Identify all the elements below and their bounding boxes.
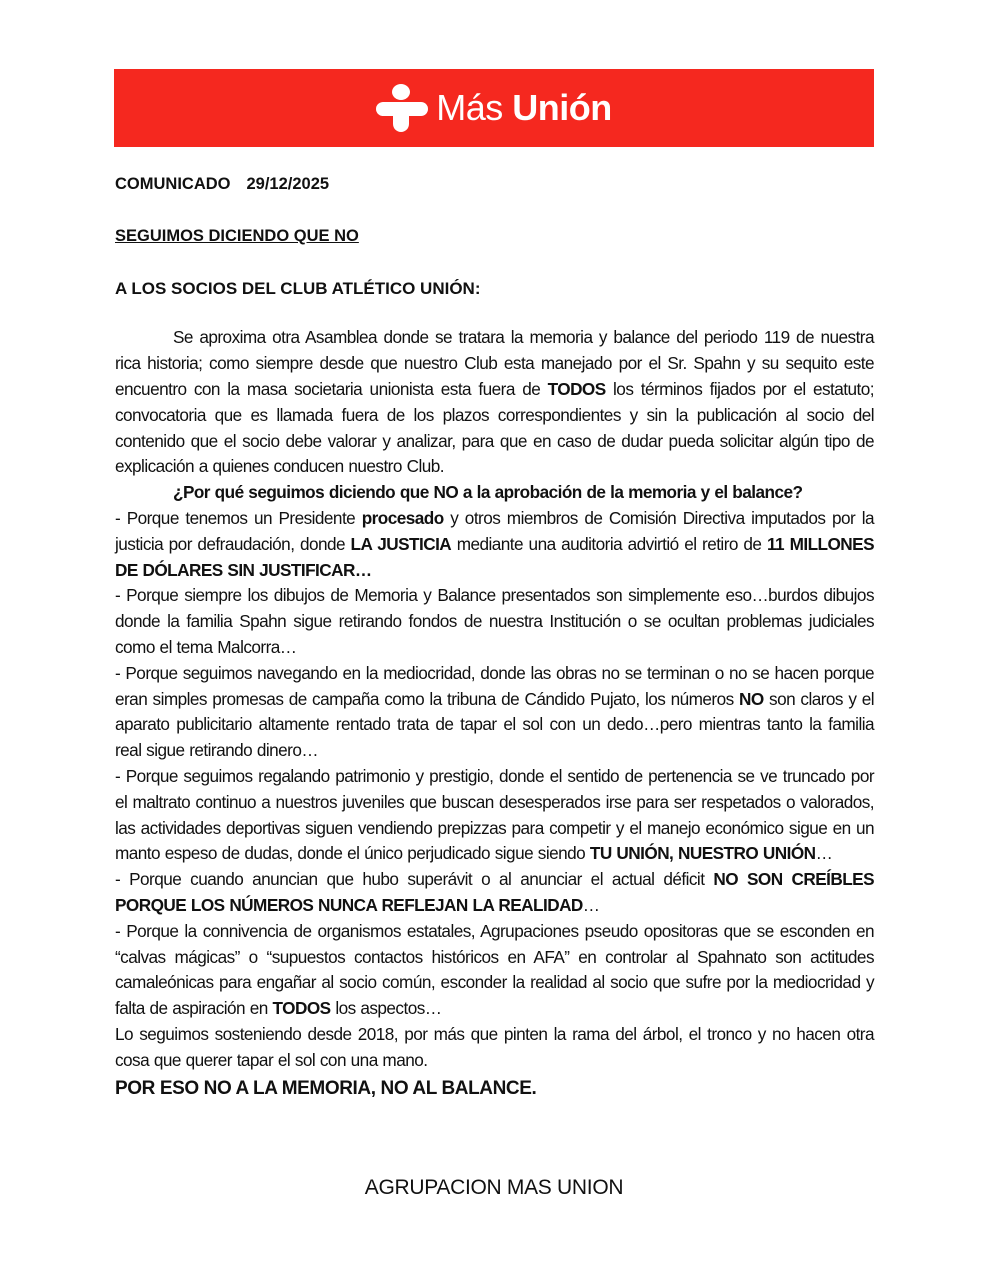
reason-item: - Porque seguimos navegando en la mediocridad, donde las obras no se terminan o no se hacen porque eran simples promesas de campaña como la tribuna de Cándido Pujato, los números NO son claros y el aparato publicitario altamente rentado trata de tapar el sol con un dedo…pero mientras tanto la familia real sigue retirando dinero… bbox=[115, 662, 874, 761]
closing-statement: POR ESO NO A LA MEMORIA, NO AL BALANCE. bbox=[115, 1077, 537, 1099]
signature: AGRUPACION MAS UNION bbox=[364, 1176, 624, 1199]
document-body bbox=[115, 172, 874, 1101]
logo-text-bold: Unión bbox=[512, 87, 612, 128]
intro-paragraph: Se aproxima otra Asamblea donde se tratara la memoria y balance del periodo 119 de nuestra rica historia; como siempre desde que nuestro Club esta manejado por el Sr. Spahn y su sequito este encuentro con la masa societaria unionista esta fuera de TODOS los términos fijados por el estatuto; convocatoria que es llamada fuera de los plazos correspondientes y sin la publicación al socio del contenido que el socio debe valorar y analizar, para que en caso de dudar pueda solicitar algún tipo de explicación a quienes conducen nuestro Club. bbox=[115, 327, 874, 477]
dateline bbox=[115, 172, 874, 198]
addressee: A LOS SOCIOS DEL CLUB ATLÉTICO UNIÓN: bbox=[115, 278, 481, 298]
person-cross-icon bbox=[376, 84, 428, 132]
final-paragraph: Lo seguimos sosteniendo desde 2018, por más que pinten la rama del árbol, el tronco y no hacen otra cosa que querer tapar el sol con una mano. bbox=[115, 1023, 874, 1070]
reason-item: - Porque siempre los dibujos de Memoria y Balance presentados son simplemente eso…burdos dibujos donde la familia Spahn sigue retirando fondos de nuestra Institución o se ocultan problemas judiciales como el tema Malcorra… bbox=[115, 585, 874, 657]
reason-item: - Porque seguimos regalando patrimonio y prestigio, donde el sentido de pertenencia se ve truncado por el maltrato continuo a nuestros juveniles que buscan desesperados irse para ser respetados o valorados, las actividades deportivas siguen vendiendo prepizzas para competir y el manejo económico sigue en un manto espeso de dudas, donde el único perjudicado sigue siendo TU UNIÓN, NUESTRO UNIÓN… bbox=[115, 765, 874, 864]
question-heading: ¿Por qué seguimos diciendo que NO a la aprobación de la memoria y el balance? bbox=[173, 482, 803, 503]
document-label: COMUNICADO bbox=[115, 175, 231, 193]
document-date: 29/12/2025 bbox=[246, 175, 330, 193]
logo-text bbox=[436, 87, 612, 128]
document-title: SEGUIMOS DICIENDO QUE NO bbox=[115, 226, 359, 245]
header-banner bbox=[114, 69, 874, 147]
reason-item: - Porque cuando anuncian que hubo superávit o al anunciar el actual déficit NO SON CREÍBLES PORQUE LOS NÚMEROS NUNCA REFLEJAN LA REALIDAD… bbox=[115, 869, 874, 915]
reason-item: - Porque tenemos un Presidente procesado y otros miembros de Comisión Directiva imputados por la justicia por defraudación, donde LA JUSTICIA mediante una auditoria advirtió el retiro de 11 MILLONES DE DÓLARES SIN JUSTIFICAR… bbox=[115, 507, 875, 580]
mas-union-logo bbox=[376, 84, 612, 132]
logo-text-light: Más bbox=[436, 87, 503, 128]
reason-item: - Porque la connivencia de organismos estatales, Agrupaciones pseudo opositoras que se esconden en “calvas mágicas” o “supuestos contactos históricos en AFA” en controlar al Spahnato son actitudes camaleónicas para engañar al socio común, esconder la realidad al socio que sufre por la mediocridad y falta de aspiración en TODOS los aspectos… bbox=[115, 920, 874, 1019]
